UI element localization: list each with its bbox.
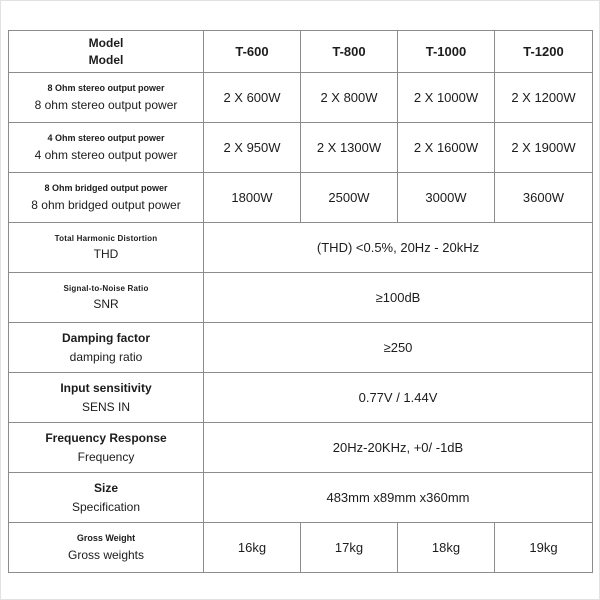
row-label-bottom: SNR — [93, 297, 119, 312]
row-label-top: Total Harmonic Distortion — [54, 233, 158, 243]
row-label-top: Signal-to-Noise Ratio — [63, 283, 149, 293]
table-row-8ohm-bridged — [9, 173, 593, 223]
row-label-bottom: 4 ohm stereo output power — [34, 147, 178, 162]
value-cell-span: 20Hz-20KHz, +0/ -1dB — [204, 423, 593, 473]
value-cell: 3000W — [398, 173, 495, 223]
row-label-top: Input sensitivity — [60, 381, 152, 396]
column-header-t1000: T-1000 — [398, 31, 495, 73]
value-cell: 2 X 1900W — [495, 123, 593, 173]
row-label-top: 8 Ohm bridged output power — [44, 182, 168, 193]
value-cell: 2 X 600W — [204, 73, 301, 123]
row-label-bottom: THD — [93, 247, 119, 262]
value-cell-span: ≥250 — [204, 323, 593, 373]
column-header-t600: T-600 — [204, 31, 301, 73]
row-label-cell — [9, 73, 204, 123]
row-label-cell — [9, 273, 204, 323]
row-label-top: 8 Ohm stereo output power — [47, 82, 165, 93]
value-cell: 2 X 800W — [301, 73, 398, 123]
row-label-cell — [9, 473, 204, 523]
row-label-bottom: Specification — [71, 499, 141, 514]
table-row-damping — [9, 323, 593, 373]
value-cell: 2 X 1600W — [398, 123, 495, 173]
value-cell-span: 483mm x89mm x360mm — [204, 473, 593, 523]
row-label-bottom: 8 ohm stereo output power — [34, 97, 178, 112]
row-label-cell — [9, 423, 204, 473]
row-label-cell — [9, 523, 204, 573]
row-label-cell — [9, 123, 204, 173]
table-row-4ohm-stereo — [9, 123, 593, 173]
header-model-top: Model — [88, 36, 124, 51]
column-header-t1200: T-1200 — [495, 31, 593, 73]
table-row-gross-weight — [9, 523, 593, 573]
table-row-snr — [9, 273, 593, 323]
row-label-top: Damping factor — [61, 331, 150, 346]
value-cell: 2 X 1200W — [495, 73, 593, 123]
header-model-cell — [9, 31, 204, 73]
table-row-8ohm-stereo — [9, 73, 593, 123]
row-label-bottom: 8 ohm bridged output power — [31, 197, 181, 212]
row-label-top: 4 Ohm stereo output power — [47, 132, 165, 143]
value-cell: 18kg — [398, 523, 495, 573]
value-cell: 1800W — [204, 173, 301, 223]
row-label-bottom: SENS IN — [81, 399, 130, 414]
value-cell-span: (THD) <0.5%, 20Hz - 20kHz — [204, 223, 593, 273]
spec-table — [8, 30, 593, 573]
row-label-cell — [9, 323, 204, 373]
value-cell: 3600W — [495, 173, 593, 223]
row-label-top: Frequency Response — [45, 431, 167, 446]
value-cell: 16kg — [204, 523, 301, 573]
value-cell: 19kg — [495, 523, 593, 573]
row-label-cell — [9, 173, 204, 223]
value-cell-span: 0.77V / 1.44V — [204, 373, 593, 423]
value-cell: 17kg — [301, 523, 398, 573]
value-cell: 2500W — [301, 173, 398, 223]
row-label-bottom: damping ratio — [69, 349, 143, 364]
spec-sheet — [8, 30, 592, 570]
row-label-top: Gross Weight — [76, 532, 136, 543]
value-cell: 2 X 1300W — [301, 123, 398, 173]
table-row-frequency — [9, 423, 593, 473]
column-header-t800: T-800 — [301, 31, 398, 73]
row-label-top: Size — [93, 481, 118, 496]
table-header-row — [9, 31, 593, 73]
header-model-bottom: Model — [88, 52, 124, 67]
value-cell: 2 X 950W — [204, 123, 301, 173]
row-label-bottom: Frequency — [77, 449, 135, 464]
value-cell: 2 X 1000W — [398, 73, 495, 123]
row-label-cell — [9, 373, 204, 423]
table-row-size — [9, 473, 593, 523]
table-row-input-sensitivity — [9, 373, 593, 423]
value-cell-span: ≥100dB — [204, 273, 593, 323]
row-label-bottom: Gross weights — [67, 547, 145, 562]
row-label-cell — [9, 223, 204, 273]
table-row-thd — [9, 223, 593, 273]
